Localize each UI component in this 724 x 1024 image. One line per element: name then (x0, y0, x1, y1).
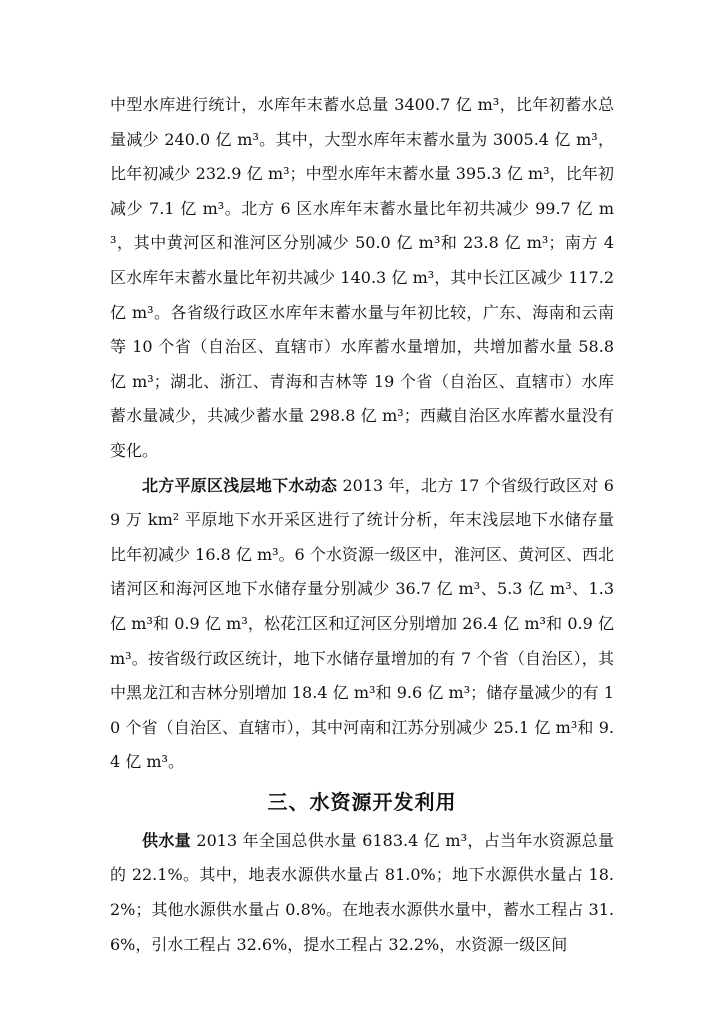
reservoir-storage-paragraph (110, 88, 614, 469)
section-heading: 三、水资源开发利用 (267, 789, 457, 814)
paragraph-text: 2013 年全国总供水量 6183.4 亿 m³，占当年水资源总量的 22.1%。其中，地表水源供水量占 81.0%；地下水源供水量占 18.2%；其他水源供水量占 0.8%。在地表水源供水量中，蓄水工程占 31.6%，引水工程占 32.6%，提水工程占 32.2%，水资源一级区间 (110, 830, 614, 954)
water-supply-paragraph (110, 824, 614, 962)
groundwater-dynamics-paragraph (110, 469, 614, 780)
paragraph-text: 中型水库进行统计，水库年末蓄水总量 3400.7 亿 m³，比年初蓄水总量减少 240.0 亿 m³。其中，大型水库年末蓄水量为 3005.4 亿 m³，比年初减少 232.9 亿 m³；中型水库年末蓄水量 395.3 亿 m³，比年初减少 7.1 亿 m³。北方 6 区水库年末蓄水量比年初共减少 99.7 亿 m³，其中黄河区和淮河区分别减少 50.0 亿 m³和 23.8 亿 m³；南方 4 区水库年末蓄水量比年初共减少 140.3 亿 m³，其中长江区减少 117.2 亿 m³。各省级行政区水库年末蓄水量与年初比较，广东、海南和云南等 10 个省（自治区、直辖市）水库蓄水量增加，共增加蓄水量 58.8 亿 m³；湖北、浙江、青海和吉林等 19 个省（自治区、直辖市）水库蓄水量减少，共减少蓄水量 298.8 亿 m³；西藏自治区水库蓄水量没有变化。 (110, 95, 614, 460)
paragraph-lead-title: 供水量 (142, 830, 191, 850)
paragraph-lead-title: 北方平原区浅层地下水动态 (142, 475, 338, 495)
document-page (110, 88, 614, 962)
paragraph-text: 2013 年，北方 17 个省级行政区对 69 万 km² 平原地下水开采区进行了统计分析，年末浅层地下水储存量比年初减少 16.8 亿 m³。6 个水资源一级区中，淮河区、黄河区、西北诸河区和海河区地下水储存量分别减少 36.7 亿 m³、5.3 亿 m³、1.3 亿 m³和 0.9 亿 m³，松花江区和辽河区分别增加 26.4 亿 m³和 0.9 亿 m³。按省级行政区统计，地下水储存量增加的有 7 个省（自治区），其中黑龙江和吉林分别增加 18.4 亿 m³和 9.6 亿 m³；储存量减少的有 10 个省（自治区、直辖市），其中河南和江苏分别减少 25.1 亿 m³和 9.4 亿 m³。 (110, 475, 614, 772)
